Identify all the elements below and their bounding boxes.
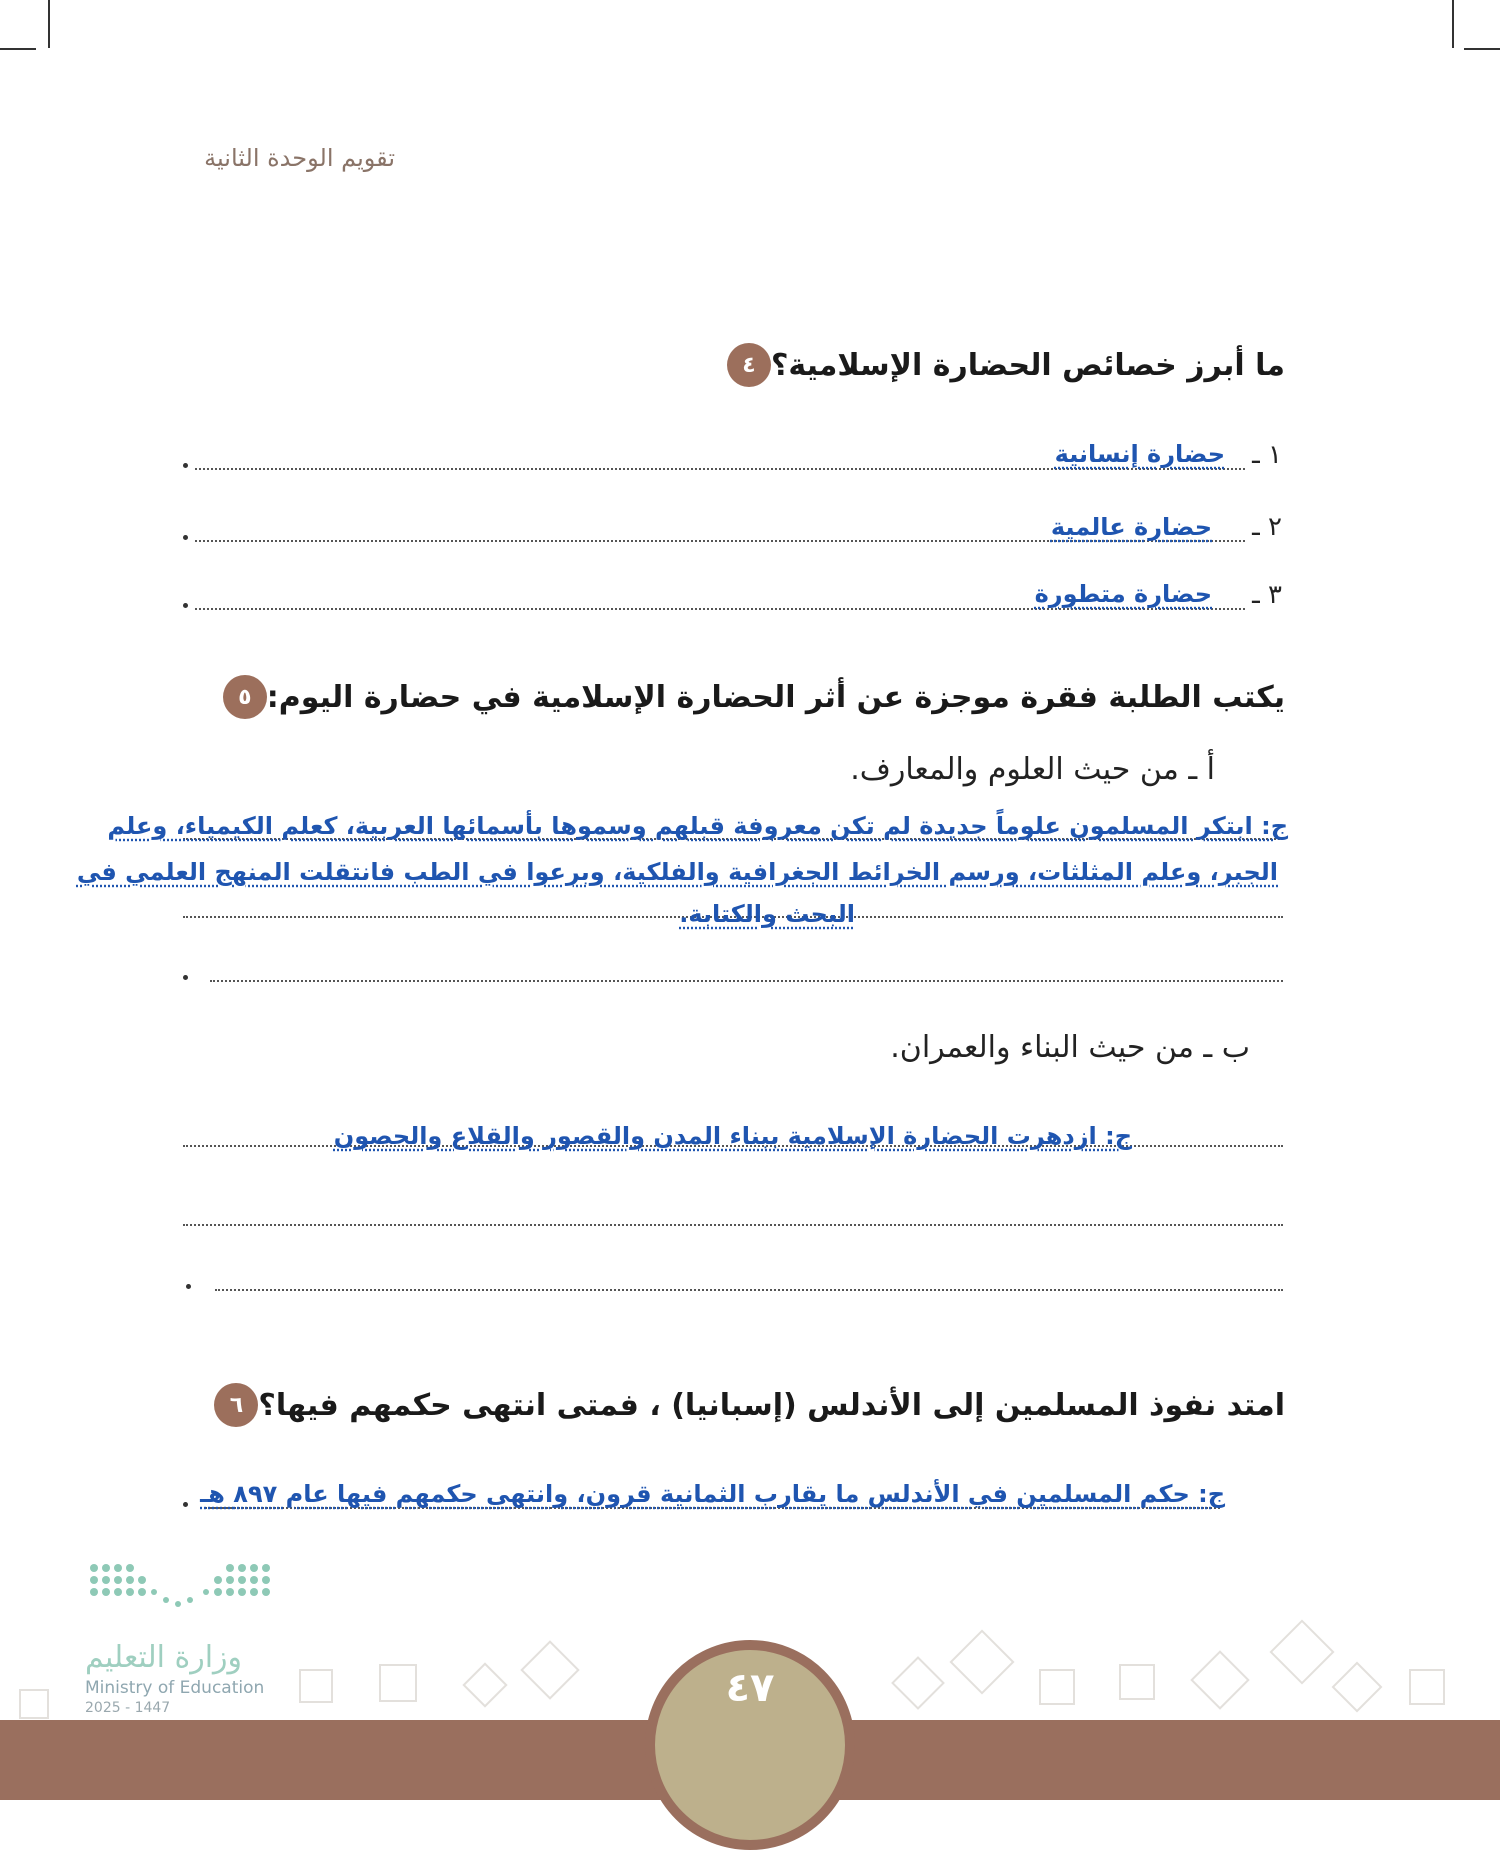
list-item-number: ٣ ـ	[1252, 580, 1282, 610]
line-end-dot	[186, 1284, 191, 1289]
answer-line	[210, 980, 1283, 982]
page-header-title: تقويم الوحدة الثانية	[204, 144, 395, 172]
answer-text: الجبر، وعلم المثلثات، ورسم الخرائط الجغرافية والفلكية، وبرعوا في الطب فانتقلت المنهج العلمي في	[76, 858, 1278, 886]
page-number: ٤٧	[725, 1665, 775, 1711]
question-4	[713, 343, 1285, 387]
answer-line	[215, 1289, 1283, 1291]
ministry-name-arabic: وزارة التعليم	[85, 1640, 243, 1675]
line-end-dot	[183, 603, 188, 608]
ministry-logo-icon	[88, 1560, 273, 1620]
question-text: امتد نفوذ المسلمين إلى الأندلس (إسبانيا) ، فمتى انتهى حكمهم فيها؟	[258, 1387, 1285, 1423]
line-end-dot	[183, 463, 188, 468]
question-6	[200, 1383, 1285, 1427]
crop-mark	[48, 0, 50, 48]
answer-line	[183, 1224, 1283, 1226]
question-number-badge: ٤	[727, 343, 771, 387]
answer-text: البحث والكتابة.	[679, 900, 855, 928]
question-5	[209, 675, 1285, 719]
answer-line	[195, 608, 1245, 610]
ministry-name-english: Ministry of Education	[85, 1678, 265, 1698]
list-item-number: ٢ ـ	[1252, 512, 1282, 542]
sub-question-a: أ ـ من حيث العلوم والمعارف.	[850, 752, 1215, 787]
question-number-badge: ٦	[214, 1383, 258, 1427]
crop-mark	[1464, 48, 1500, 50]
sub-question-b: ب ـ من حيث البناء والعمران.	[890, 1030, 1250, 1065]
question-text: يكتب الطلبة فقرة موجزة عن أثر الحضارة الإسلامية في حضارة اليوم:	[266, 679, 1285, 715]
line-end-dot	[183, 975, 188, 980]
question-number-badge: ٥	[223, 675, 267, 719]
answer-text: حضارة عالمية	[1050, 513, 1212, 541]
answer-text: ج: ازدهرت الحضارة الإسلامية ببناء المدن والقصور والقلاع والحصون	[333, 1122, 1132, 1150]
answer-text: ج: حكم المسلمين في الأندلس ما يقارب الثمانية قرون، وانتهى حكمهم فيها عام ٨٩٧ هـ	[200, 1480, 1225, 1508]
answer-line	[195, 468, 1245, 470]
answer-text: ج: ابتكر المسلمون علوماً جديدة لم تكن معروفة قبلهم وسموها بأسمائها العربية، كعلم الكيمياء، وعلم	[107, 812, 1288, 840]
line-end-dot	[183, 1502, 188, 1507]
question-text: ما أبرز خصائص الحضارة الإسلامية؟	[770, 347, 1285, 383]
ministry-year: 2025 - 1447	[85, 1700, 171, 1716]
answer-text: حضارة إنسانية	[1054, 440, 1225, 468]
crop-mark	[0, 48, 36, 50]
crop-mark	[1452, 0, 1454, 48]
list-item-number: ١ ـ	[1252, 440, 1282, 470]
line-end-dot	[183, 535, 188, 540]
answer-text: حضارة متطورة	[1034, 580, 1212, 608]
